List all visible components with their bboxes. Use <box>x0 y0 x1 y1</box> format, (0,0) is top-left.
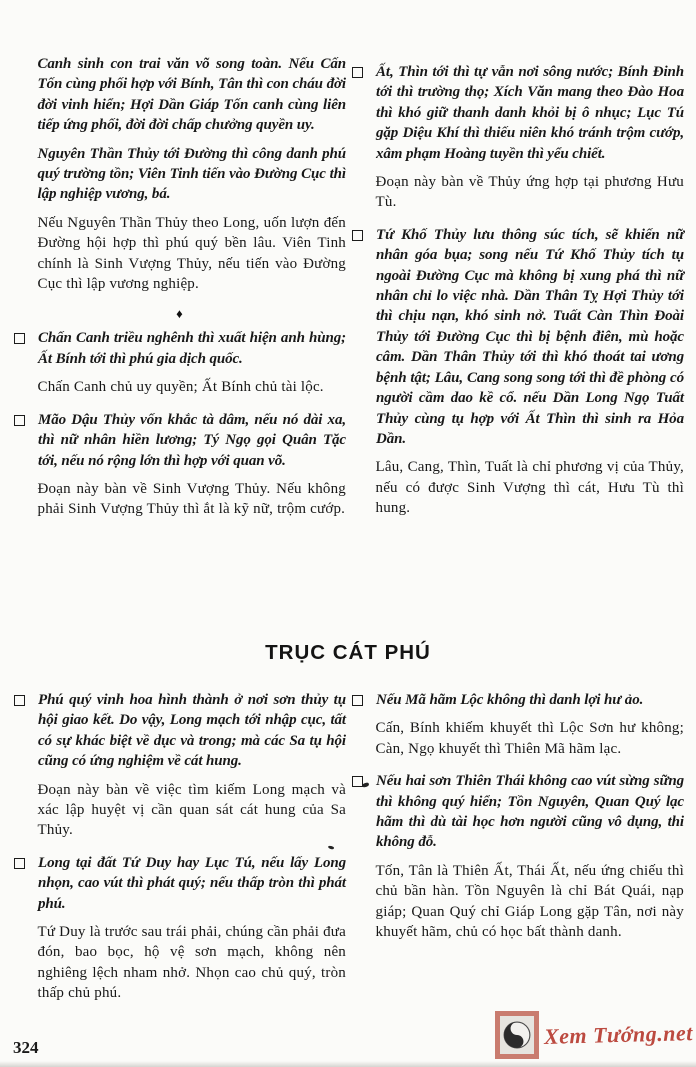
paragraph-text: Tốn, Tân là Thiên Ất, Thái Ất, nếu ứng chiếu thì chủ bần hàn. Tồn Nguyên là chỉ Bát Quái, nạp giáp; Quan Quý chỉ Giáp Long gặp Tân, nơi này khuyết hãm, chủ có học bất thành danh. <box>375 862 684 941</box>
paragraph-text: Đoạn này bàn về Sinh Vượng Thủy. Nếu không phải Sinh Vượng Thủy thì ắt là kỹ nữ, trộm cướp. <box>37 480 346 518</box>
paragraph-text: Chấn Canh triều nghênh thì xuất hiện anh hùng; Ất Bính tới thì phú gia dịch quốc. <box>38 330 346 367</box>
paragraph-text: Đoạn này bàn về Thủy ứng hợp tại phương Hưu Tù. <box>375 174 684 211</box>
paragraph-text: Nếu Mã hãm Lộc không thì danh lợi hư ảo. <box>376 692 644 708</box>
paragraph-text: Canh sinh con trai văn võ song toàn. Nếu Cấn Tốn cùng phối hợp với Bính, Tân thì con cháu đời đời vinh hiển; Hợi Dần Giáp Tốn canh cùng liên tiếp ứng phối, đời đời chấp chưởng quyền uy. <box>37 56 346 134</box>
scan-edge-shadow <box>0 1061 696 1067</box>
top-left-column <box>13 54 346 532</box>
quote-paragraph <box>351 62 684 164</box>
paragraph-text: Cấn, Bính khiếm khuyết thì Lộc Sơn hư không; Càn, Ngọ khuyết thì Thiên Mã hãm lạc. <box>375 720 684 757</box>
paragraph-text: Tứ Khố Thủy lưu thông súc tích, sẽ khiến nữ nhân góa bụa; song nếu Tứ Khố Thủy tích tụ ngoài Đường Cục mà không bị xung phá thì nữ nhân chỉ lo việc nhà. Dần Thân Tỵ Hợi Thủy tới thì chịu nạn, khó sinh nở. Tuất Càn Thìn Đoài Thủy tới Đường Cục thì bị bệnh điên, mù hoặc câm. Dần Thân Thủy tới thì khó thoát tai ương bệnh tật; Lâu, Cang song song tới thì đề phòng có người cầm dao kề cổ. nếu Dần Long Ngọ Tuất Thủy cùng tụ hợp với Ất Thìn thì sinh ra Hỏa Dần. <box>376 226 684 447</box>
paragraph-text: Chấn Canh chủ uy quyền; Ất Bính chủ tài lộc. <box>37 379 324 396</box>
paragraph-text: Tứ Duy là trước sau trái phải, chúng cần phải đưa đón, bao bọc, hộ vệ sơn mạch, không nên nghiêng lệch nham nhở. Nhọn cao chủ quý, tròn thấp chủ phú. <box>37 924 346 1002</box>
square-bullet-icon <box>14 858 25 869</box>
square-bullet-icon <box>352 67 363 78</box>
quote-paragraph <box>351 225 684 449</box>
quote-paragraph <box>13 690 346 772</box>
comment-paragraph <box>13 479 346 520</box>
comment-paragraph <box>13 922 346 1004</box>
square-bullet-icon <box>352 230 363 241</box>
quote-paragraph <box>13 410 346 471</box>
paragraph-text: Nguyên Thần Thủy tới Đường thì công danh phú quý trường tồn; Viên Tinh tiến vào Đường Cục thì lập nghiệp vương, bá. <box>37 145 346 203</box>
section-heading: TRỤC CÁT PHÚ <box>265 641 431 664</box>
bottom-right-column <box>351 690 684 954</box>
paragraph-text: Đoạn này bàn về việc tìm kiếm Long mạch và xác lập huyệt vị cần quan sát cát hung của Sa Thủy. <box>37 781 346 839</box>
paragraph-text: Mão Dậu Thủy vốn khắc tà dâm, nếu nó dài xa, thì nữ nhân hiền lương; Tý Ngọ gọi Quân Tặc tới, nếu nó rộng lớn thì hợp với quan võ. <box>38 411 346 469</box>
quote-paragraph <box>351 690 684 710</box>
square-bullet-icon <box>14 695 25 706</box>
yin-yang-icon <box>495 1011 539 1059</box>
page-number: 324 <box>13 1038 39 1057</box>
comment-paragraph <box>351 457 684 518</box>
comment-paragraph <box>351 718 684 759</box>
comment-paragraph <box>351 172 684 213</box>
paragraph-text: Nếu Nguyên Thần Thủy theo Long, uốn lượn đến Đường hội hợp thì phú quý bền lâu. Viên Tinh chính là Sinh Vượng Thủy, nếu tiến vào Đường Cục thì lập vương nghiệp. <box>37 214 346 293</box>
comment-paragraph <box>351 861 684 943</box>
bottom-left-column <box>13 690 346 1016</box>
paragraph-text: Phú quý vinh hoa hình thành ở nơi sơn thủy tụ hội giao kết. Do vậy, Long mạch tới nhập cục, tất có sự khác biệt về dục và trong; mà các Sa tụ hội cũng có ứng nghiệm về cát hung. <box>38 692 346 770</box>
top-right-column <box>351 62 684 531</box>
watermark <box>495 1011 693 1059</box>
paragraph-text: Ất, Thìn tới thì tự vẫn nơi sông nước; Bính Đinh tới thì trường thọ; Xích Văn mang theo Đào Hoa thì khó giữ thanh danh khỏi bị ô nhục; Lục Tú gặp Diệu Khí thì thiếu niên khó tránh trộm cướp, xâm phạm Hoàng tuyền thì yểu chiết. <box>376 64 684 162</box>
section-divider-ornament: ♦ <box>176 306 183 322</box>
comment-paragraph <box>13 780 346 841</box>
quote-paragraph <box>13 54 346 136</box>
paragraph-text: Long tại đất Tứ Duy hay Lục Tú, nếu lấy Long nhọn, cao vút thì phát quý; nếu thấp tròn thì phát phú. <box>38 854 346 912</box>
watermark-text: Xem Tướng.net <box>543 1020 694 1049</box>
quote-paragraph <box>13 853 346 914</box>
paragraph-text: Nếu hai sơn Thiên Thái không cao vút sừng sững thì không quý hiển; Tồn Nguyên, Quan Quý lạc hãm thì dù tài học hơn người cũng vô dụng, thi không đỗ. <box>376 773 684 851</box>
square-bullet-icon <box>14 415 25 426</box>
quote-paragraph <box>13 328 346 369</box>
quote-paragraph <box>351 771 684 853</box>
comment-paragraph <box>13 377 346 397</box>
quote-paragraph <box>13 144 346 205</box>
paragraph-text: Lâu, Cang, Thìn, Tuất là chỉ phương vị của Thủy, nếu có được Sinh Vượng thì cát, Hưu Tù thì hung. <box>375 459 684 517</box>
square-bullet-icon <box>14 333 25 344</box>
comment-paragraph <box>13 213 346 295</box>
square-bullet-icon <box>352 695 363 706</box>
